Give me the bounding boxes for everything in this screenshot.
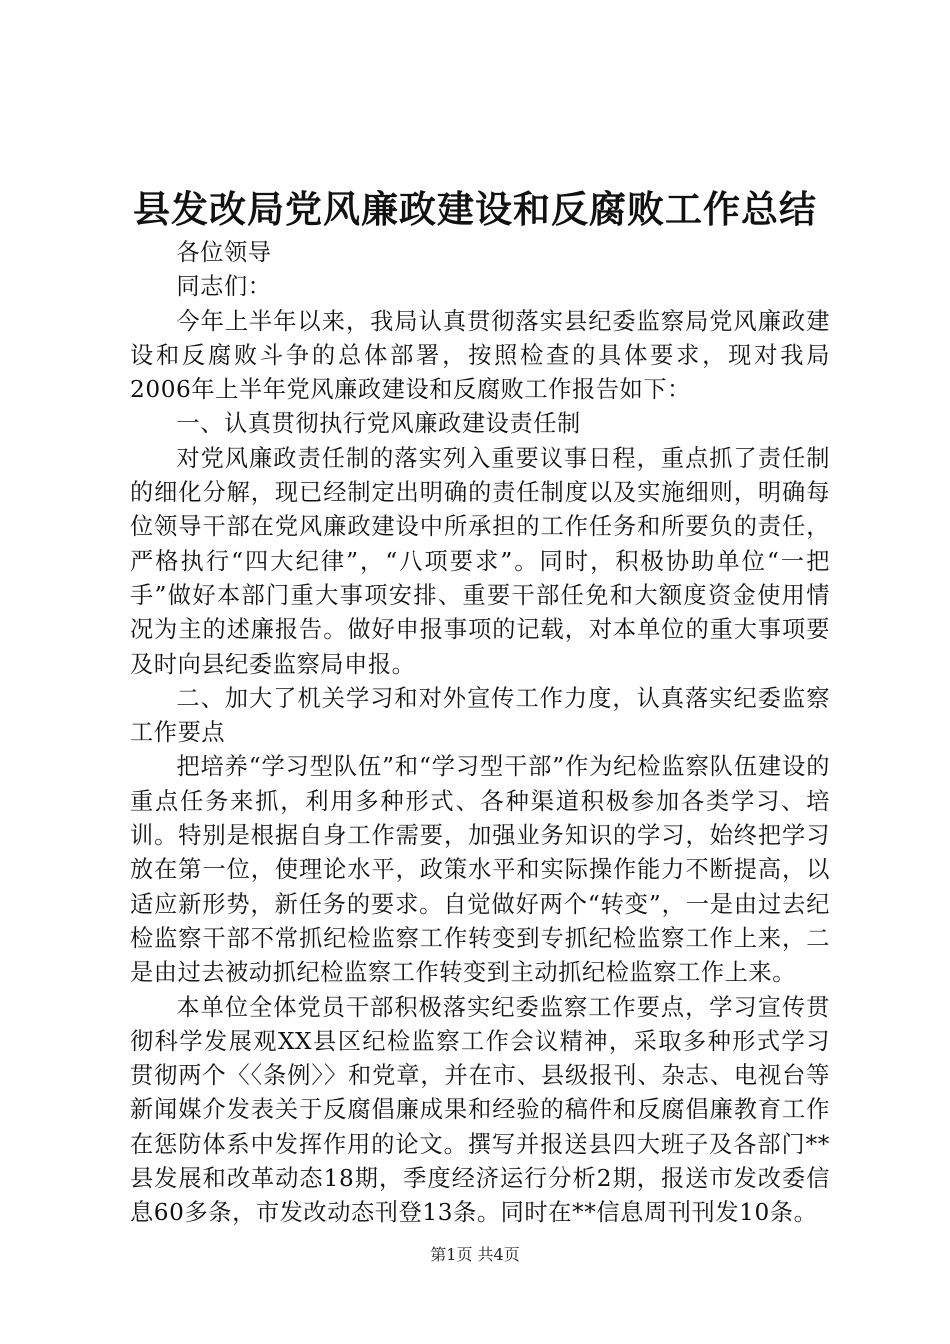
document-body bbox=[130, 236, 830, 1231]
intro-paragraph: 今年上半年以来，我局认真贯彻落实县纪委监察局党风廉政建设和反腐败斗争的总体部署，按照检查的具体要求，现对我局2006年上半年党风廉政建设和反腐败工作报告如下： bbox=[130, 307, 830, 404]
section-heading-1: 一、认真贯彻执行党风廉政建设责任制 bbox=[176, 410, 581, 438]
salutation-leaders: 各位领导 bbox=[176, 239, 272, 266]
section-2-paragraph-2: 本单位全体党员干部积极落实纪委监察工作要点，学习宣传贯彻科学发展观XX县区纪检监察工作会议精神，采取多种形式学习贯彻两个〈〈条例〉〉和党章，并在市、县级报刊、杂志、电视台等新闻媒介发表关于反腐倡廉成果和经验的稿件和反腐倡廉教育工作在惩防体系中发挥作用的论文。撰写并报送县四大班子及各部门**县发展和改革动态18期，季度经济运行分析2期，报送市发改委信息60多条，市发改动态刊登13条。同时在**信息周刊刊发10条。 bbox=[130, 993, 830, 1227]
section-heading-2: 二、加大了机关学习和对外宣传工作力度，认真落实纪委监察工作要点 bbox=[130, 684, 830, 747]
document-title: 县发改局党风廉政建设和反腐败工作总结 bbox=[133, 187, 817, 231]
salutation-comrades: 同志们： bbox=[176, 273, 272, 301]
page-indicator: 第1页 共4页 bbox=[430, 1245, 520, 1264]
section-1-paragraph: 对党风廉政责任制的落实列入重要议事日程，重点抓了责任制的细化分解，现已经制定出明确的责任制度以及实施细则，明确每位领导干部在党风廉政建设中所承担的工作任务和所要负的责任，严格执行“四大纪律”，“八项要求”。同时，积极协助单位“一把手”做好本部门重大事项安排、重要干部任免和大额度资金使用情况为主的述廉报告。做好申报事项的记载，对本单位的重大事项要及时向县纪委监察局申报。 bbox=[130, 444, 830, 678]
section-2-paragraph-1: 把培养“学习型队伍”和“学习型干部”作为纪检监察队伍建设的重点任务来抓，利用多种形式、各种渠道积极参加各类学习、培训。特别是根据自身工作需要，加强业务知识的学习，始终把学习放在第一位，使理论水平，政策水平和实际操作能力不断提高，以适应新形势，新任务的要求。自觉做好两个“转变”，一是由过去纪检监察干部不常抓纪检监察工作转变到专抓纪检监察工作上来，二是由过去被动抓纪检监察工作转变到主动抓纪检监察工作上来。 bbox=[130, 753, 830, 987]
